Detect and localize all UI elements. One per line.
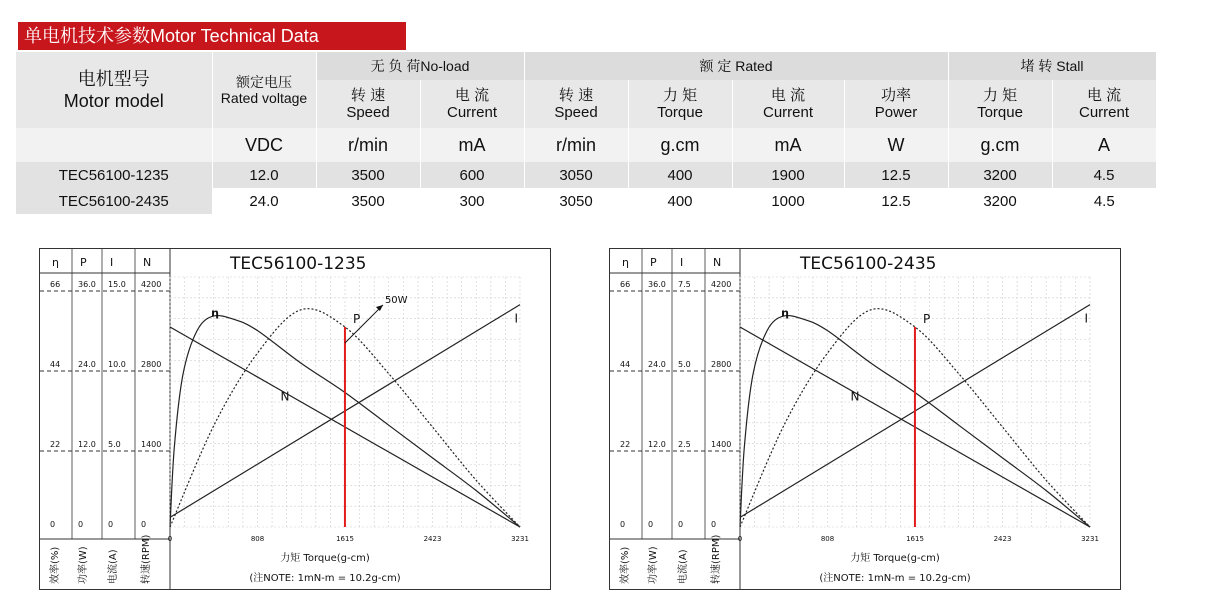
axis-tick-label: 0 xyxy=(141,520,147,529)
axis-tick-label: 7.5 xyxy=(678,280,691,289)
table-cell: 3200 xyxy=(948,162,1052,188)
unit-blank xyxy=(16,128,212,162)
model-header-en: Motor model xyxy=(63,91,164,111)
unit-cell: r/min xyxy=(316,128,420,162)
table-cell: 3200 xyxy=(948,188,1052,214)
table-cell: 4.5 xyxy=(1052,188,1156,214)
voltage-header xyxy=(212,52,316,128)
unit-cell: r/min xyxy=(524,128,628,162)
unit-cell: VDC xyxy=(212,128,316,162)
sub-header: 电 流 Current xyxy=(1052,80,1156,128)
chart-title: TEC56100-1235 xyxy=(230,254,367,274)
model-header-cn: 电机型号 xyxy=(77,69,150,89)
axis-tick-label: 0 xyxy=(711,520,717,529)
table-cell: 3500 xyxy=(316,162,420,188)
annotation-label: 50W xyxy=(384,295,408,306)
axis-tick-label: 24.0 xyxy=(78,360,96,369)
curve-label-efficiency: η xyxy=(211,306,220,320)
x-axis-label: 力矩 Torque(g-cm) xyxy=(850,553,940,564)
axis-tick-label: 44 xyxy=(620,360,631,369)
axis-tick-label: 5.0 xyxy=(678,360,691,369)
unit-cell: g.cm xyxy=(948,128,1052,162)
axis-title: 电流(A) xyxy=(678,549,689,584)
axis-tick-label: 0 xyxy=(108,520,114,529)
x-axis-label: 力矩 Torque(g-cm) xyxy=(280,553,370,564)
table-cell: TEC56100-1235 xyxy=(16,162,212,188)
curve-label-speed: N xyxy=(850,389,860,404)
sub-header: 力 矩 Torque xyxy=(948,80,1052,128)
x-tick-label: 2423 xyxy=(423,535,442,543)
x-tick-label: 808 xyxy=(250,535,265,543)
voltage-header-cn: 额定电压 xyxy=(236,74,292,90)
group-rated: 额 定 Rated xyxy=(524,52,948,80)
spec-table xyxy=(16,52,1157,214)
table-cell: 24.0 xyxy=(212,188,316,214)
axis-tick-label: 2.5 xyxy=(678,440,691,449)
axis-title: 转速(RPM) xyxy=(141,534,152,584)
chart-note: (注NOTE: 1mN-m = 10.2g-cm) xyxy=(819,573,971,584)
sub-header: 转 速 Speed xyxy=(524,80,628,128)
axis-tick-label: 5.0 xyxy=(108,440,121,449)
axis-tick-label: 0 xyxy=(620,520,626,529)
axis-tick-label: 0 xyxy=(678,520,684,529)
axis-title: 功率(W) xyxy=(648,546,659,584)
unit-cell: g.cm xyxy=(628,128,732,162)
table-row xyxy=(16,188,1156,214)
axis-tick-label: 24.0 xyxy=(648,360,666,369)
sub-header: 力 矩 Torque xyxy=(628,80,732,128)
annotation-arrowhead xyxy=(376,305,383,311)
sub-header: 转 速 Speed xyxy=(316,80,420,128)
curve-label-current: I xyxy=(514,311,519,326)
performance-chart xyxy=(40,249,550,589)
table-cell: 12.5 xyxy=(844,162,948,188)
axis-title: 转速(RPM) xyxy=(711,534,722,584)
axis-header: I xyxy=(680,256,684,269)
axis-tick-label: 4200 xyxy=(141,280,162,289)
x-tick-label: 2423 xyxy=(993,535,1012,543)
table-cell: 600 xyxy=(420,162,524,188)
x-tick-label: 1615 xyxy=(906,535,924,543)
axis-tick-label: 22 xyxy=(620,440,631,449)
x-tick-label: 0 xyxy=(737,535,743,543)
table-cell: 12.0 xyxy=(212,162,316,188)
table-cell: 400 xyxy=(628,188,732,214)
unit-cell: mA xyxy=(732,128,844,162)
axis-tick-label: 0 xyxy=(50,520,56,529)
table-cell: 300 xyxy=(420,188,524,214)
axis-title: 电流(A) xyxy=(108,549,119,584)
table-cell: 12.5 xyxy=(844,188,948,214)
table-cell: 4.5 xyxy=(1052,162,1156,188)
axis-tick-label: 12.0 xyxy=(78,440,96,449)
axis-tick-label: 0 xyxy=(78,520,84,529)
axis-tick-label: 10.0 xyxy=(108,360,126,369)
curve-label-power: P xyxy=(922,312,931,326)
axis-title: 功率(W) xyxy=(78,546,89,584)
voltage-header-en: Rated voltage xyxy=(220,90,308,106)
axis-header: N xyxy=(143,256,152,269)
axis-tick-label: 1400 xyxy=(711,440,732,449)
axis-tick-label: 36.0 xyxy=(648,280,666,289)
curve-label-power: P xyxy=(352,312,361,326)
table-cell: TEC56100-2435 xyxy=(16,188,212,214)
axis-tick-label: 2800 xyxy=(141,360,162,369)
axis-tick-label: 15.0 xyxy=(108,280,126,289)
x-tick-label: 1615 xyxy=(336,535,354,543)
table-row xyxy=(16,162,1156,188)
axis-tick-label: 36.0 xyxy=(78,280,96,289)
axis-header: I xyxy=(110,256,114,269)
table-cell: 3050 xyxy=(524,162,628,188)
x-tick-label: 808 xyxy=(820,535,835,543)
unit-cell: A xyxy=(1052,128,1156,162)
table-cell: 3050 xyxy=(524,188,628,214)
group-stall: 堵 转 Stall xyxy=(948,52,1156,80)
axis-title: 效率(%) xyxy=(50,546,61,584)
axis-tick-label: 2800 xyxy=(711,360,732,369)
axis-header: η xyxy=(52,256,59,269)
table-cell: 400 xyxy=(628,162,732,188)
model-header xyxy=(16,52,212,128)
x-tick-label: 0 xyxy=(167,535,173,543)
curve-label-efficiency: η xyxy=(781,306,790,320)
unit-cell: mA xyxy=(420,128,524,162)
chart-note: (注NOTE: 1mN-m = 10.2g-cm) xyxy=(249,573,401,584)
sub-header: 功率 Power xyxy=(844,80,948,128)
performance-chart xyxy=(610,249,1120,589)
table-cell: 1000 xyxy=(732,188,844,214)
table-cell: 1900 xyxy=(732,162,844,188)
curve-label-current: I xyxy=(1084,311,1089,326)
axis-header: η xyxy=(622,256,629,269)
chart-title: TEC56100-2435 xyxy=(800,254,937,274)
axis-tick-label: 66 xyxy=(620,280,631,289)
x-tick-label: 3231 xyxy=(1081,535,1099,543)
x-tick-label: 3231 xyxy=(511,535,529,543)
unit-cell: W xyxy=(844,128,948,162)
axis-tick-label: 44 xyxy=(50,360,61,369)
axis-tick-label: 66 xyxy=(50,280,61,289)
axis-header: N xyxy=(713,256,722,269)
axis-header: P xyxy=(650,256,657,269)
curve-label-speed: N xyxy=(280,389,290,404)
axis-tick-label: 1400 xyxy=(141,440,162,449)
section-title: 单电机技术参数Motor Technical Data xyxy=(18,22,406,50)
axis-tick-label: 4200 xyxy=(711,280,732,289)
axis-tick-label: 12.0 xyxy=(648,440,666,449)
axis-header: P xyxy=(80,256,87,269)
chart-frame xyxy=(39,248,551,590)
table-cell: 3500 xyxy=(316,188,420,214)
sub-header: 电 流 Current xyxy=(420,80,524,128)
axis-tick-label: 0 xyxy=(648,520,654,529)
group-noload: 无 负 荷No-load xyxy=(316,52,524,80)
sub-header: 电 流 Current xyxy=(732,80,844,128)
chart-frame xyxy=(609,248,1121,590)
axis-title: 效率(%) xyxy=(620,546,631,584)
axis-tick-label: 22 xyxy=(50,440,61,449)
spec-table-wrap xyxy=(16,52,1156,214)
annotation-arrow xyxy=(345,305,383,343)
